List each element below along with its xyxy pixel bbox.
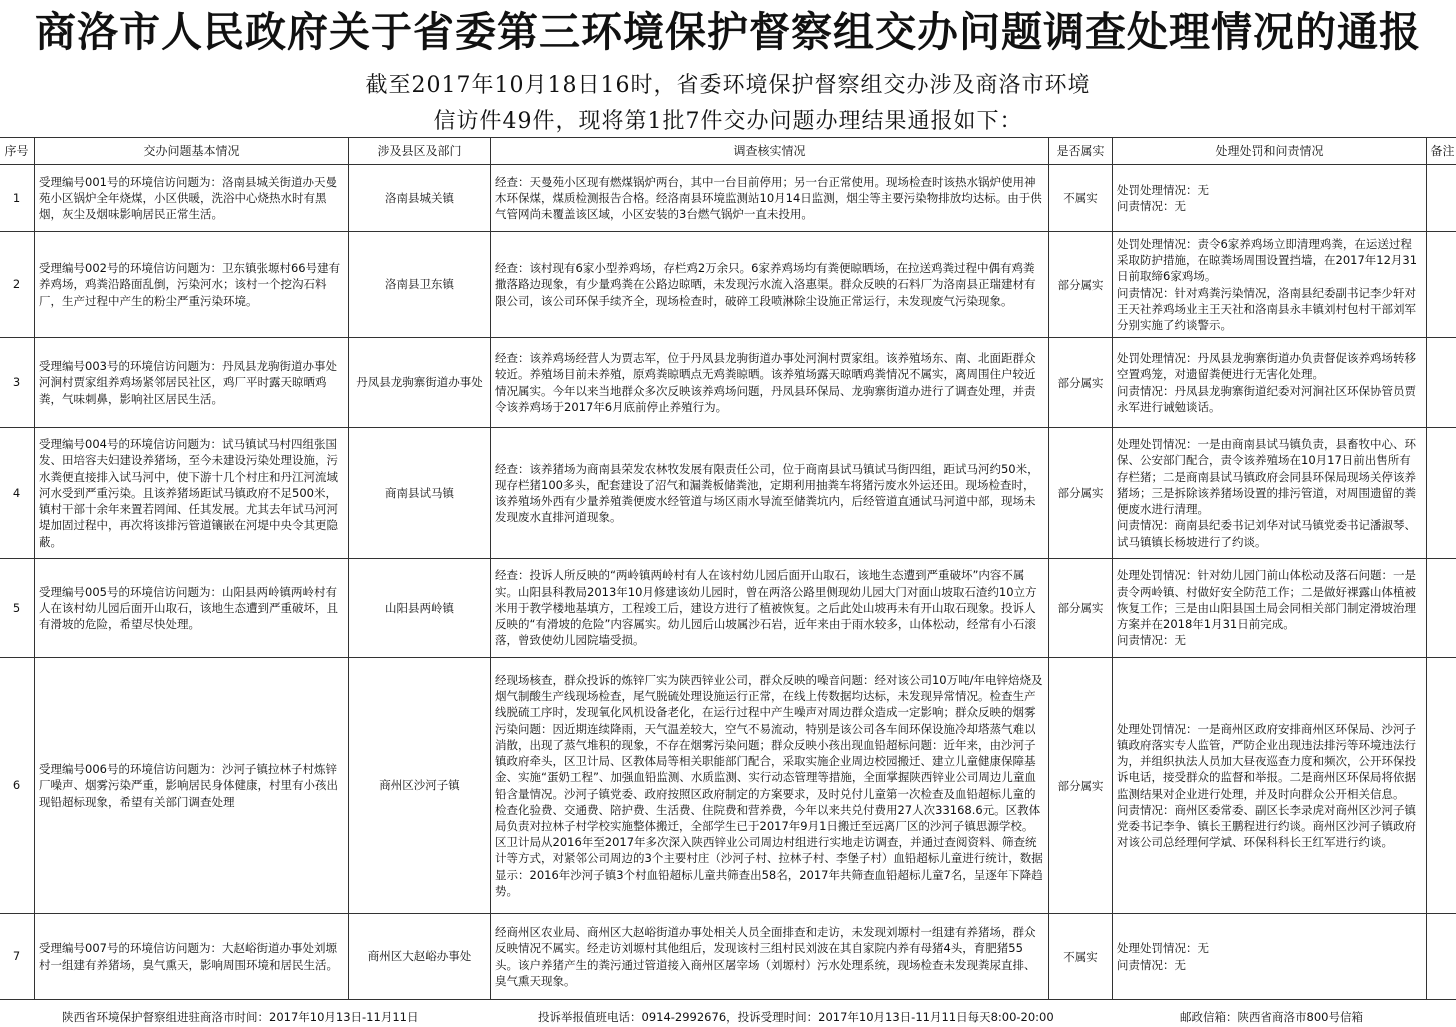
validity-cell: 不属实 [1049,165,1113,232]
page-title: 商洛市人民政府关于省委第三环境保护督察组交办问题调查处理情况的通报 [35,8,1421,56]
note-cell [1427,165,1456,232]
table-row [0,338,1456,428]
verification-cell: 经查：天曼苑小区现有燃煤锅炉两台，其中一台目前停用；另一台正常使用。现场检查时该热水锅炉使用神木环保煤，煤质检测报告合格。经洛南县环境监测站10月14日监测，烟尘等主要污染物排放均达标。由于供气管网尚未覆盖该区域，小区安装的3台燃气锅炉一直未投用。 [491,165,1049,232]
header-cell: 备注 [1427,138,1456,165]
table-row [0,658,1456,914]
row-number: 6 [0,658,35,914]
issue-cell: 受理编号001号的环境信访问题为：洛南县城关街道办天曼苑小区锅炉全年烧煤，小区供暖，洗浴中心烧热水时有黑烟，灰尘及烟味影响居民正常生活。 [35,165,349,232]
header-cell: 序号 [0,138,35,165]
header-cell: 处理处罚和问责情况 [1113,138,1427,165]
issue-cell: 受理编号005号的环境信访问题为：山阳县两岭镇两岭村有人在该村幼儿园后面开山取石，该地生态遭到严重破坏，且有滑坡的危险，希望尽快处理。 [35,559,349,658]
table-row [0,559,1456,658]
subtitle-line-1: 截至2017年10月18日16时，省委环境保护督察组交办涉及商洛市环境 [365,73,1091,98]
header-cell: 是否属实 [1049,138,1113,165]
footer-stationed-time: 陕西省环境保护督察组进驻商洛市时间：2017年10月13日-11月11日 [62,1010,419,1024]
result-cell: 处理处罚情况：一是由商南县试马镇负责，县畜牧中心、环保、公安部门配合，责令该养殖场在10月17日前出售所有存栏猪；二是商南县试马镇政府会同县环保局现场关停该养猪场；三是拆除该养猪场设置的排污管道，对周围遗留的粪便废水进行清理。 问责情况：商南县纪委书记刘华对试马镇党委书记潘淑琴、试马镇镇长杨坡进行了约谈。 [1113,428,1427,559]
footer [0,1006,1456,1027]
issue-cell: 受理编号007号的环境信访问题为：大赵峪街道办事处刘塬村一组建有养猪场，臭气熏天，影响周围环境和居民生活。 [35,914,349,1000]
result-cell: 处罚处理情况：无 问责情况：无 [1113,165,1427,232]
table-row [0,428,1456,559]
verification-cell: 经查：该村现有6家小型养鸡场，存栏鸡2万余只。6家养鸡场均有粪便晾晒场，在拉送鸡粪过程中偶有鸡粪撒落路边现象，有少量鸡粪在公路边晾晒，未发现污水流入洛惠渠。群众反映的石料厂为洛南县正瑞建材有限公司，该公司环保手续齐全，现场检查时，破碎工段喷淋除尘设施正常运行，未发现废气污染现象。 [491,232,1049,338]
issue-cell: 受理编号003号的环境信访问题为：丹凤县龙驹街道办事处河涧村贾家组养鸡场紧邻居民社区，鸡厂平时露天晾晒鸡粪，气味刺鼻，影响社区居民生活。 [35,338,349,428]
issues-table [0,137,1456,1000]
department-cell: 山阳县两岭镇 [349,559,491,658]
result-cell: 处理处罚情况：一是商州区政府安排商州区环保局、沙河子镇政府落实专人监管，严防企业出现违法排污等环境违法行为，并组织执法人员加大昼夜巡查力度和频次，公开环保投诉电话，接受群众的监督和举报。二是商州区环保局将依据监测结果对企业进行处理，并及时向群众公开相关信息。 问责情况：商州区委常委、副区长李录虎对商州区沙河子镇党委书记李争、镇长王鹏程进行约谈。商州区沙河子镇政府对该公司总经理何学斌、环保科科长王红军进行约谈。 [1113,658,1427,914]
validity-cell: 部分属实 [1049,232,1113,338]
validity-cell: 不属实 [1049,914,1113,1000]
verification-cell: 经查：该养鸡场经营人为贾志军，位于丹凤县龙驹街道办事处河涧村贾家组。该养殖场东、南、北面距群众较近。养殖场目前未养殖，原鸡粪晾晒点无鸡粪晾晒。该养殖场露天晾晒鸡粪情况不属实，离周围住户较近情况属实。今年以来当地群众多次反映该养鸡场问题，丹凤县环保局、龙驹寨街道办进行了调查处理，并责令该养鸡场于2017年6月底前停止养殖行为。 [491,338,1049,428]
note-cell [1427,658,1456,914]
validity-cell: 部分属实 [1049,559,1113,658]
validity-cell: 部分属实 [1049,338,1113,428]
result-cell: 处理处罚情况：针对幼儿园门前山体松动及落石问题：一是责令两岭镇、村做好安全防范工作；二是做好裸露山体植被恢复工作；三是由山阳县国土局会同相关部门制定滑坡治理方案并在2018年1月31日前完成。 问责情况：无 [1113,559,1427,658]
issue-cell: 受理编号006号的环境信访问题为：沙河子镇拉林子村炼锌厂噪声、烟雾污染严重，影响居民身体健康，村里有小孩出现铅超标现象，希望有关部门调查处理 [35,658,349,914]
note-cell [1427,559,1456,658]
note-cell [1427,338,1456,428]
table-header-row [0,138,1456,165]
row-number: 2 [0,232,35,338]
issue-cell: 受理编号004号的环境信访问题为：试马镇试马村四组张国发、田培容夫妇建设养猪场，至今未建设污染处理设施，污水粪便直接排入试马河中，使下游十几个村庄和丹江河流域河水受到严重污染。且该养猪场距试马镇政府不足500米，镇村干部十余年来置若罔闻、任其发展。尤其去年试马河河堤加固过程中，再次将该排污管道镶嵌在河堤中央令其更隐蔽。 [35,428,349,559]
note-cell [1427,428,1456,559]
result-cell: 处罚处理情况：责令6家养鸡场立即清理鸡粪，在运送过程采取防护措施，在晾粪场周围设置挡墙，在2017年12月31日前取缔6家鸡场。 问责情况：针对鸡粪污染情况，洛南县纪委副书记李少轩对王天社养鸡场业主王天社和洛南县永丰镇刘村包村干部刘军分别实施了约谈警示。 [1113,232,1427,338]
issue-cell: 受理编号002号的环境信访问题为：卫东镇张塬村66号建有养鸡场，鸡粪沿路面乱倒，污染河水；该村一个挖沟石料厂，生产过程中产生的粉尘严重污染环境。 [35,232,349,338]
validity-cell: 部分属实 [1049,658,1113,914]
row-number: 4 [0,428,35,559]
table-row [0,914,1456,1000]
department-cell: 洛南县卫东镇 [349,232,491,338]
validity-cell: 部分属实 [1049,428,1113,559]
subtitle-line-2: 信访件49件，现将第1批7件交办问题办理结果通报如下： [433,109,1023,134]
footer-hotline: 投诉举报值班电话：0914-2992676，投诉受理时间：2017年10月13日-11月11日每天8:00-20:00 [538,1010,1054,1024]
department-cell: 丹凤县龙驹寨街道办事处 [349,338,491,428]
department-cell: 商州区大赵峪办事处 [349,914,491,1000]
note-cell [1427,914,1456,1000]
table-row [0,232,1456,338]
table-row [0,165,1456,232]
row-number: 1 [0,165,35,232]
department-cell: 洛南县城关镇 [349,165,491,232]
row-number: 7 [0,914,35,1000]
verification-cell: 经查：投诉人所反映的“两岭镇两岭村有人在该村幼儿园后面开山取石，该地生态遭到严重破坏”内容不属实。山阳县科教局2013年10月修建该幼儿园时，曾在两洛公路里侧现幼儿园大门对面山坡取石渣约10立方米用于教学楼地基填方，工程竣工后，建设方进行了植被恢复。之后此处山坡再未有开山取石现象。投诉人反映的“有滑坡的危险”内容属实。幼儿园后山坡属沙石岩，近年来由于雨水较多，山体松动，经常有小石滚落，曾致使幼儿园院墙受损。 [491,559,1049,658]
footer-mailbox: 邮政信箱：陕西省商洛市800号信箱 [1180,1010,1363,1024]
row-number: 3 [0,338,35,428]
department-cell: 商州区沙河子镇 [349,658,491,914]
header-cell: 调查核实情况 [491,138,1049,165]
header-cell: 交办问题基本情况 [35,138,349,165]
department-cell: 商南县试马镇 [349,428,491,559]
header-cell: 涉及县区及部门 [349,138,491,165]
row-number: 5 [0,559,35,658]
result-cell: 处罚处理情况：丹凤县龙驹寨街道办负责督促该养鸡场转移空置鸡笼，对遗留粪便进行无害化处理。 问责情况：丹凤县龙驹寨街道纪委对河涧社区环保协管员贾永军进行诫勉谈话。 [1113,338,1427,428]
note-cell [1427,232,1456,338]
result-cell: 处理处罚情况：无 问责情况：无 [1113,914,1427,1000]
verification-cell: 经现场核查，群众投诉的炼锌厂实为陕西锌业公司，群众反映的噪音问题：经对该公司10万吨/年电锌焙烧及烟气制酸生产线现场检查，尾气脱硫处理设施运行正常，在线上传数据均达标，未发现异常情况。检查生产线脱硫工序时，发现氧化风机设备老化，在运行过程中产生噪声对周边群众造成一定影响；群众反映的烟雾污染问题：因近期连续降雨，天气温差较大，空气不易流动，特别是该公司各车间环保设施冷却塔蒸气难以消散，出现了蒸气堆积的现象，不存在烟雾污染问题；群众反映小孩出现血铅超标问题：近年来，由沙河子镇政府牵头，区卫计局、区教体局等相关职能部门配合，采取实施企业周边校园搬迁、建立儿童健康保障基金、实施“蛋奶工程”、加强血铅监测、水质监测、实行动态管理等措施，全面掌握陕西锌业公司周边儿童血铅含量情况。沙河子镇党委、政府按照区政府制定的方案要求，及时兑付儿童第一次检查及血铅超标儿童的检查化验费、交通费、陪护费、生活费、住院费和营养费，今年以来共兑付费用27人次33168.6元。区教体局负责对拉林子村学校实施整体搬迁，全部学生已于2017年9月1日搬迁至远离厂区的沙河子镇思源学校。区卫计局从2016年至2017年多次深入陕西锌业公司周边村组进行实地走访调查，并通过查阅资料、筛查统计等方式，对紧邻公司周边的3个主要村庄（沙河子村、拉林子村、李堡子村）血铅超标儿童进行统计，数据显示：2016年沙河子镇3个村血铅超标儿童共筛查出58名，2017年共筛查血铅超标儿童7名，呈逐年下降趋势。 [491,658,1049,914]
verification-cell: 经查：该养猪场为商南县荣发农林牧发展有限责任公司，位于商南县试马镇试马街四组，距试马河约50米，现存栏猪100多头，配套建设了沼气和漏粪板储粪池，定期利用抽粪车将猪污废水外运还田。现场检查时，该养殖场外西有少量养殖粪便废水经管道与场区雨水导流至储粪坑内，后经管道直通试马河道中部，现场未发现废水直排河道现象。 [491,428,1049,559]
verification-cell: 经商州区农业局、商州区大赵峪街道办事处相关人员全面排查和走访，未发现刘塬村一组建有养猪场，群众反映情况不属实。经走访刘塬村其他组后，发现该村三组村民刘波在其自家院内养有母猪4头，育肥猪55头。该户养猪产生的粪污通过管道接入商州区屠宰场（刘塬村）污水处理系统，现场检查未发现粪尿直排、臭气熏天现象。 [491,914,1049,1000]
